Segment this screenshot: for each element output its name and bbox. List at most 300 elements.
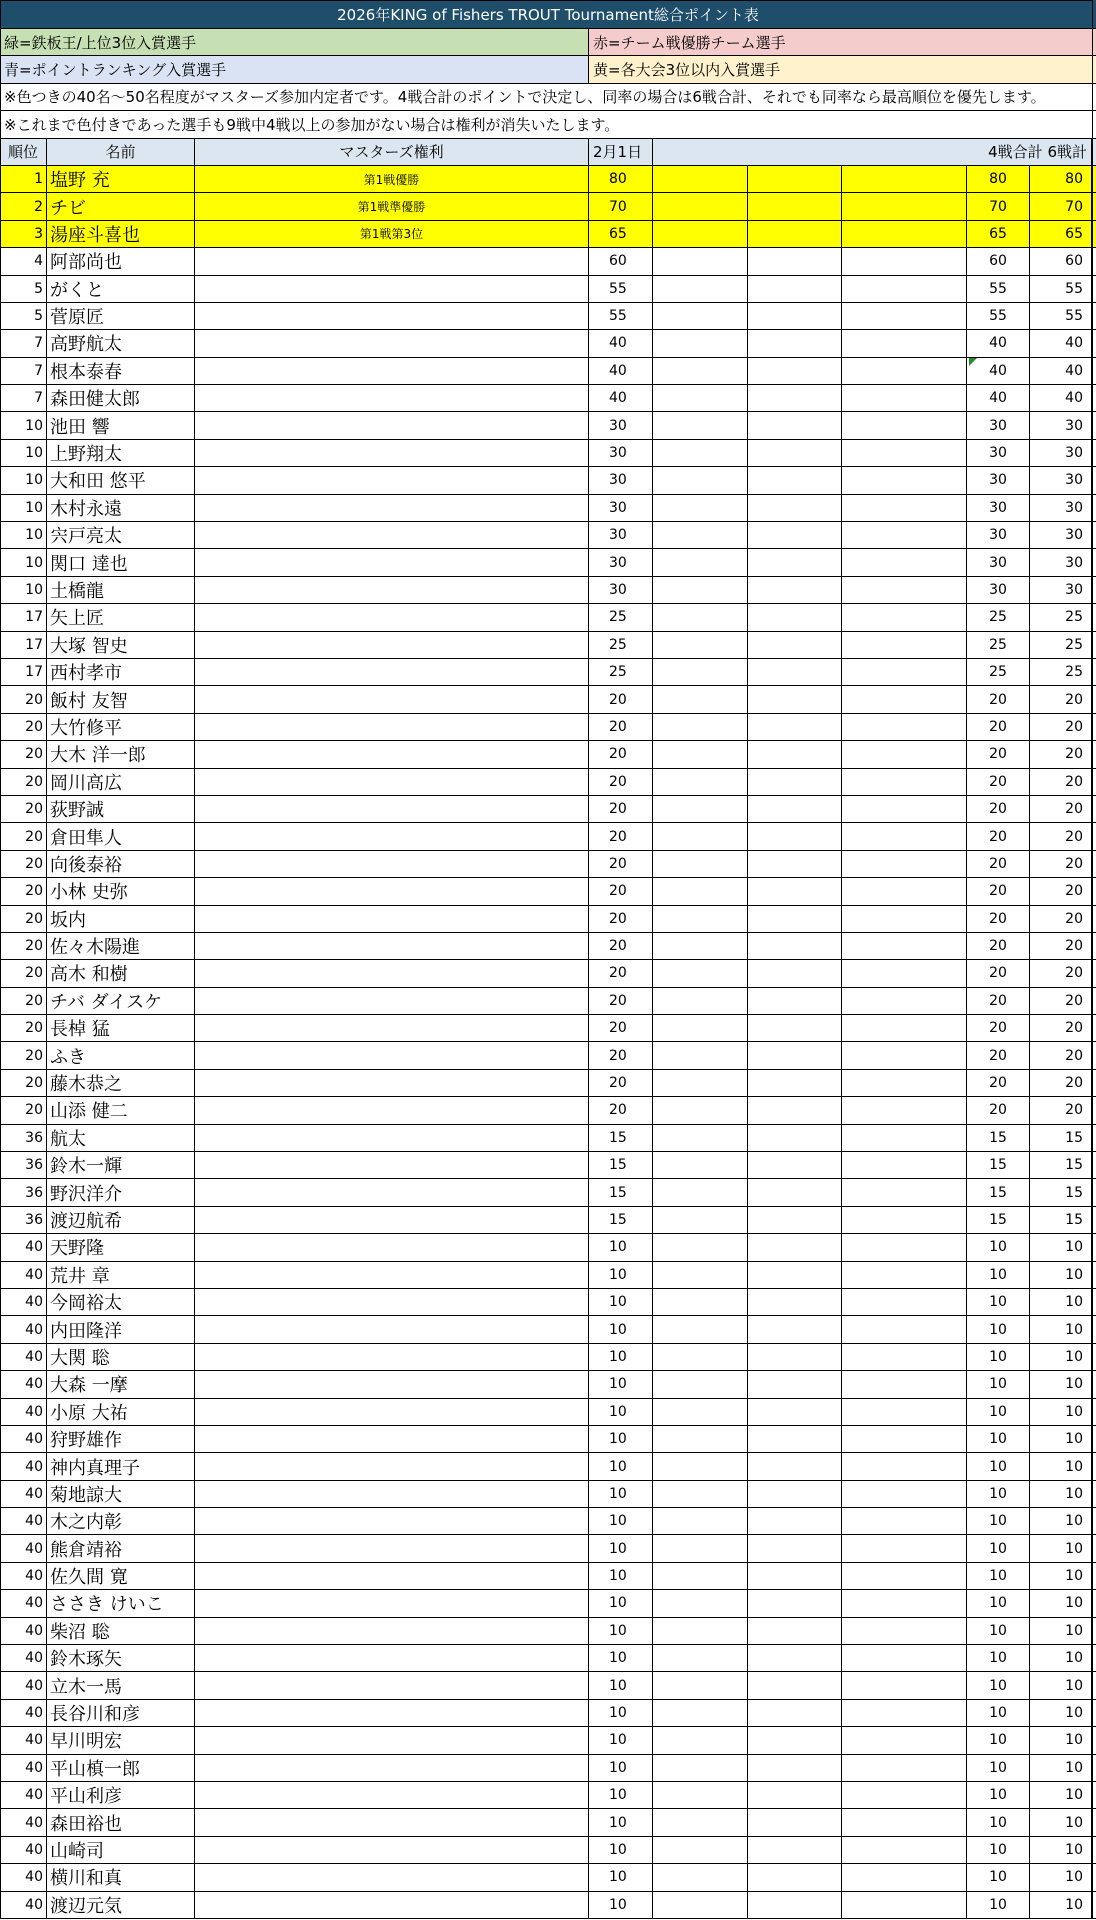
name-cell: 山添 健二 [47,1097,195,1123]
sum6-cell: 30 [1030,522,1092,548]
sum6-cell: 20 [1030,741,1092,767]
table-row [0,604,1096,631]
name-cell: 木村永遠 [47,495,195,521]
rank-cell: 40 [0,1344,47,1370]
empty-cell [748,358,842,384]
empty-cell [748,522,842,548]
empty-cell [748,933,842,959]
empty-cell [748,1399,842,1425]
rank-cell: 10 [0,577,47,603]
legend-row-1 [0,29,1096,56]
table-row [0,1645,1096,1672]
sum6-cell: 10 [1030,1672,1092,1698]
masters-cell [195,1782,589,1808]
masters-cell [195,1809,589,1835]
round1-points-cell: 70 [589,193,653,219]
empty-cell [748,1453,842,1479]
empty-cell [653,412,748,438]
sum4-cell: 10 [967,1289,1030,1315]
empty-cell [748,1590,842,1616]
round1-points-cell: 30 [589,440,653,466]
sum4-cell: 10 [967,1508,1030,1534]
sum4-cell: 40 [967,330,1030,356]
empty-cell [842,741,967,767]
empty-cell [653,1590,748,1616]
empty-cell [842,604,967,630]
sum6-cell: 30 [1030,467,1092,493]
empty-cell [748,1316,842,1342]
round1-points-cell: 10 [589,1809,653,1835]
table-row [0,1015,1096,1042]
round1-points-cell: 10 [589,1727,653,1753]
rank-cell: 4 [0,248,47,274]
empty-cell [842,1672,967,1698]
empty-cell [748,632,842,658]
table-row [0,1152,1096,1179]
rank-cell: 20 [0,1097,47,1123]
empty-cell [842,1563,967,1589]
legend-row-2 [0,56,1096,83]
round1-points-cell: 10 [589,1234,653,1260]
round1-points-cell: 25 [589,659,653,685]
rank-cell: 1 [0,166,47,192]
legend-yellow: 黄=各大会3位以内入賞選手 [589,56,1096,82]
empty-cell [653,1207,748,1233]
rank-cell: 40 [0,1426,47,1452]
sum6-cell: 10 [1030,1508,1092,1534]
round1-points-cell: 15 [589,1179,653,1205]
table-row [0,193,1096,220]
empty-cell [653,1645,748,1671]
masters-cell [195,358,589,384]
sum4-cell: 20 [967,906,1030,932]
sum6-cell: 10 [1030,1892,1092,1918]
sum4-cell: 10 [967,1809,1030,1835]
empty-cell [748,1892,842,1918]
note-row-2 [0,111,1096,138]
sum4-cell: 20 [967,933,1030,959]
sum4-cell: 65 [967,221,1030,247]
masters-cell [195,330,589,356]
masters-cell [195,1563,589,1589]
empty-cell [653,1755,748,1781]
empty-cell [653,933,748,959]
round1-points-cell: 20 [589,1070,653,1096]
sum4-cell: 10 [967,1755,1030,1781]
empty-cell [653,1344,748,1370]
empty-cell [653,1152,748,1178]
round1-points-cell: 20 [589,1097,653,1123]
sum6-cell: 20 [1030,1042,1092,1068]
sum6-cell: 20 [1030,1070,1092,1096]
sum6-cell: 20 [1030,851,1092,877]
sum4-cell: 70 [967,193,1030,219]
table-row [0,1782,1096,1809]
sum6-cell: 10 [1030,1618,1092,1644]
sum6-cell: 10 [1030,1481,1092,1507]
round1-points-cell: 25 [589,604,653,630]
rank-cell: 10 [0,495,47,521]
empty-cell [653,1179,748,1205]
empty-cell [653,659,748,685]
empty-cell [842,1070,967,1096]
rank-cell: 17 [0,632,47,658]
masters-cell [195,741,589,767]
masters-cell [195,522,589,548]
ranking-table-body [0,166,1096,1919]
empty-cell [748,741,842,767]
empty-cell [842,823,967,849]
name-cell: 池田 響 [47,412,195,438]
table-row [0,988,1096,1015]
empty-cell [842,303,967,329]
sum6-cell: 10 [1030,1289,1092,1315]
empty-cell [748,1535,842,1561]
empty-cell [748,1782,842,1808]
round1-points-cell: 40 [589,358,653,384]
name-cell: 阿部尚也 [47,248,195,274]
round1-points-cell: 20 [589,714,653,740]
rank-cell: 20 [0,741,47,767]
empty-cell [653,686,748,712]
empty-cell [653,330,748,356]
name-cell: 荻野誠 [47,796,195,822]
masters-cell [195,796,589,822]
round1-points-cell: 20 [589,960,653,986]
empty-cell [842,248,967,274]
sum4-cell: 20 [967,714,1030,740]
empty-cell [842,714,967,740]
empty-cell [842,440,967,466]
empty-cell [653,1864,748,1890]
table-row [0,1371,1096,1398]
empty-cell [842,878,967,904]
empty-cell [842,1152,967,1178]
rank-cell: 20 [0,906,47,932]
table-row [0,276,1096,303]
table-row [0,769,1096,796]
sum4-cell: 25 [967,659,1030,685]
table-header [0,139,1096,166]
sum6-cell: 25 [1030,632,1092,658]
name-cell: 鈴木一輝 [47,1152,195,1178]
empty-cell [653,385,748,411]
table-row [0,686,1096,713]
sum4-cell: 80 [967,166,1030,192]
masters-cell [195,632,589,658]
rank-cell: 40 [0,1371,47,1397]
header-sums: 4戦合計 6戦計 [653,139,1092,165]
name-cell: 上野翔太 [47,440,195,466]
sum4-cell: 55 [967,276,1030,302]
rank-cell: 20 [0,686,47,712]
masters-cell [195,1399,589,1425]
table-row [0,796,1096,823]
table-row [0,467,1096,494]
masters-cell [195,1645,589,1671]
empty-cell [842,1645,967,1671]
table-row [0,549,1096,576]
table-row [0,1426,1096,1453]
empty-cell [748,577,842,603]
rank-cell: 40 [0,1316,47,1342]
empty-cell [842,686,967,712]
table-row [0,1563,1096,1590]
name-cell: 関口 達也 [47,549,195,575]
table-row [0,1207,1096,1234]
masters-cell [195,1700,589,1726]
empty-cell [748,276,842,302]
rank-cell: 40 [0,1262,47,1288]
round1-points-cell: 10 [589,1426,653,1452]
empty-cell [748,988,842,1014]
round1-points-cell: 20 [589,686,653,712]
sum6-cell: 20 [1030,1097,1092,1123]
empty-cell [748,1837,842,1863]
masters-cell [195,1070,589,1096]
sum4-cell: 10 [967,1234,1030,1260]
sheet-title: 2026年KING of Fishers TROUT Tournament総合ポイント表 [337,5,759,24]
sum6-cell: 40 [1030,330,1092,356]
empty-cell [842,1700,967,1726]
table-row [0,1727,1096,1754]
table-row [0,1070,1096,1097]
masters-cell [195,686,589,712]
empty-cell [653,1481,748,1507]
rank-cell: 20 [0,823,47,849]
name-cell: 坂内 [47,906,195,932]
sum6-cell: 15 [1030,1152,1092,1178]
rank-cell: 3 [0,221,47,247]
empty-cell [842,467,967,493]
sum6-cell: 15 [1030,1207,1092,1233]
table-row [0,1179,1096,1206]
sum6-cell: 15 [1030,1125,1092,1151]
sum6-cell: 70 [1030,193,1092,219]
empty-cell [653,1125,748,1151]
round1-points-cell: 30 [589,467,653,493]
table-row [0,851,1096,878]
table-row [0,1535,1096,1562]
sum6-cell: 20 [1030,796,1092,822]
round1-points-cell: 10 [589,1892,653,1918]
empty-cell [653,577,748,603]
table-row [0,1316,1096,1343]
empty-cell [748,1755,842,1781]
legend-blue: 青=ポイントランキング入賞選手 [0,56,589,82]
name-cell: 湯座斗喜也 [47,221,195,247]
masters-cell [195,659,589,685]
rank-cell: 10 [0,522,47,548]
sum4-cell: 20 [967,851,1030,877]
empty-cell [748,221,842,247]
sum4-cell: 10 [967,1727,1030,1753]
round1-points-cell: 20 [589,988,653,1014]
round1-points-cell: 10 [589,1289,653,1315]
rank-cell: 40 [0,1892,47,1918]
empty-cell [748,467,842,493]
masters-cell [195,1371,589,1397]
rank-cell: 10 [0,412,47,438]
empty-cell [842,1453,967,1479]
empty-cell [653,1563,748,1589]
sum6-cell: 20 [1030,714,1092,740]
sum6-cell: 55 [1030,303,1092,329]
rank-cell: 20 [0,851,47,877]
rank-cell: 40 [0,1618,47,1644]
round1-points-cell: 10 [589,1618,653,1644]
masters-cell [195,385,589,411]
sum6-cell: 65 [1030,221,1092,247]
sum4-cell: 20 [967,1042,1030,1068]
round1-points-cell: 15 [589,1207,653,1233]
sum4-cell: 60 [967,248,1030,274]
masters-cell [195,1042,589,1068]
name-cell: チバ ダイスケ [47,988,195,1014]
table-row [0,1864,1096,1891]
empty-cell [748,1508,842,1534]
round1-points-cell: 20 [589,933,653,959]
name-cell: チビ [47,193,195,219]
name-cell: 土橋龍 [47,577,195,603]
empty-cell [653,1316,748,1342]
empty-cell [748,1481,842,1507]
masters-cell [195,1262,589,1288]
empty-cell [653,769,748,795]
empty-cell [842,1535,967,1561]
sum4-cell: 30 [967,577,1030,603]
round1-points-cell: 30 [589,412,653,438]
empty-cell [748,330,842,356]
table-row [0,632,1096,659]
name-cell: 小林 史弥 [47,878,195,904]
sum6-cell: 10 [1030,1645,1092,1671]
sum4-cell: 30 [967,549,1030,575]
round1-points-cell: 30 [589,522,653,548]
table-row [0,412,1096,439]
empty-cell [842,1864,967,1890]
sum4-cell: 10 [967,1344,1030,1370]
sum4-cell: 10 [967,1316,1030,1342]
name-cell: 横川和真 [47,1864,195,1890]
empty-cell [653,878,748,904]
masters-cell [195,1152,589,1178]
sum4-cell: 15 [967,1179,1030,1205]
table-row [0,522,1096,549]
sum6-cell: 10 [1030,1344,1092,1370]
sum6-cell: 20 [1030,906,1092,932]
masters-cell [195,1125,589,1151]
table-row [0,1042,1096,1069]
name-cell: 大塚 智史 [47,632,195,658]
round1-points-cell: 25 [589,632,653,658]
empty-cell [748,1344,842,1370]
empty-cell [748,1234,842,1260]
empty-cell [653,1453,748,1479]
name-cell: 天野隆 [47,1234,195,1260]
sum4-cell: 10 [967,1426,1030,1452]
masters-cell [195,878,589,904]
empty-cell [748,878,842,904]
round1-points-cell: 30 [589,577,653,603]
empty-cell [842,1125,967,1151]
masters-cell [195,1672,589,1698]
name-cell: 長谷川和彦 [47,1700,195,1726]
name-cell: 野沢洋介 [47,1179,195,1205]
masters-cell [195,988,589,1014]
masters-cell [195,1618,589,1644]
sum4-cell: 10 [967,1837,1030,1863]
sum6-cell: 10 [1030,1755,1092,1781]
rank-cell: 40 [0,1700,47,1726]
empty-cell [653,1097,748,1123]
masters-cell [195,248,589,274]
sum6-cell: 25 [1030,604,1092,630]
empty-cell [653,1700,748,1726]
empty-cell [748,823,842,849]
empty-cell [842,412,967,438]
empty-cell [842,1508,967,1534]
sum4-cell: 30 [967,522,1030,548]
empty-cell [748,1207,842,1233]
empty-cell [748,1864,842,1890]
empty-cell [653,1782,748,1808]
sum6-cell: 20 [1030,823,1092,849]
empty-cell [748,960,842,986]
table-row [0,1590,1096,1617]
sum6-cell: 10 [1030,1809,1092,1835]
rank-cell: 20 [0,988,47,1014]
sum4-cell: 40 [967,358,1030,384]
rank-cell: 40 [0,1289,47,1315]
masters-cell [195,467,589,493]
sum4-cell: 20 [967,1097,1030,1123]
name-cell: 根本泰春 [47,358,195,384]
rank-cell: 7 [0,385,47,411]
masters-cell [195,714,589,740]
empty-cell [653,1837,748,1863]
round1-points-cell: 60 [589,248,653,274]
empty-cell [748,851,842,877]
sum6-cell: 10 [1030,1535,1092,1561]
empty-cell [748,1042,842,1068]
masters-cell [195,1289,589,1315]
sum4-cell: 10 [967,1782,1030,1808]
sum4-cell: 10 [967,1399,1030,1425]
masters-cell [195,960,589,986]
empty-cell [653,906,748,932]
empty-cell [653,193,748,219]
rank-cell: 10 [0,467,47,493]
empty-cell [653,1042,748,1068]
empty-cell [653,467,748,493]
masters-cell [195,823,589,849]
rank-cell: 36 [0,1207,47,1233]
round1-points-cell: 10 [589,1782,653,1808]
empty-cell [842,1179,967,1205]
empty-cell [748,1645,842,1671]
masters-cell [195,495,589,521]
name-cell: 矢上匠 [47,604,195,630]
name-cell: 宍戸亮太 [47,522,195,548]
header-rank: 順位 [0,139,47,165]
sum6-cell: 10 [1030,1837,1092,1863]
sum4-cell: 10 [967,1262,1030,1288]
sum4-cell: 15 [967,1207,1030,1233]
header-masters: マスターズ権利 [195,139,589,165]
sum4-cell: 10 [967,1672,1030,1698]
round1-points-cell: 10 [589,1837,653,1863]
